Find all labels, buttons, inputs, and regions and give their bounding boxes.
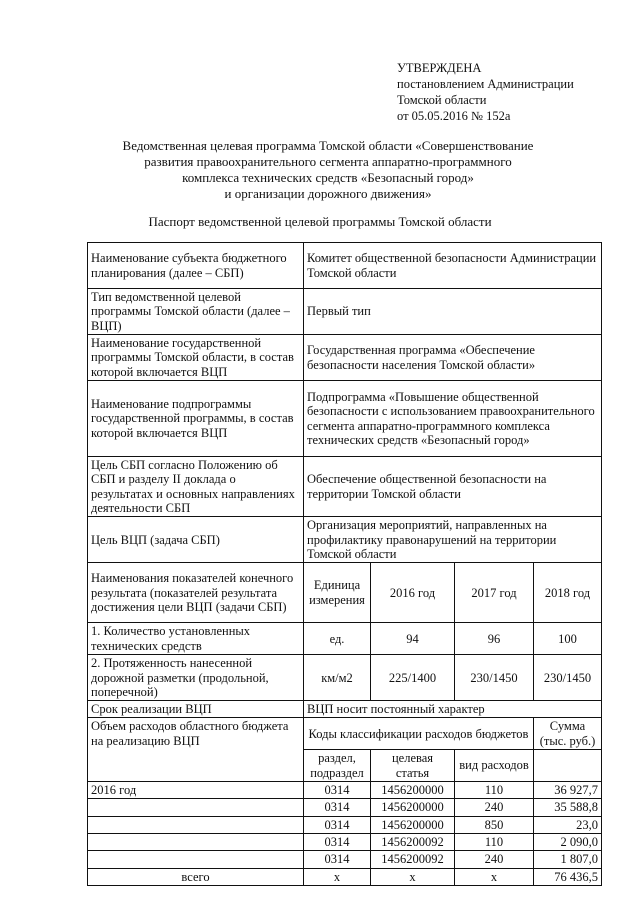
expense-type: 850 [455,816,534,833]
indicator-unit: км/м2 [304,655,371,701]
indicator-name: 2. Протяженность нанесенной дорожной разметки (продольной, поперечной) [88,655,304,701]
col-type-header: вид расходов [455,750,534,782]
expense-section: 0314 [304,799,371,816]
approval-line: от 05.05.2016 № 152а [397,109,511,123]
term-row [88,701,602,718]
indicator-2016: 94 [371,623,455,655]
expense-sum: 2 090,0 [534,833,602,850]
total-label: всего [88,868,304,885]
expense-section: 0314 [304,851,371,868]
indicator-row [88,623,602,655]
total-type: х [455,868,534,885]
expenses-label: Объем расходов областного бюджета на реализацию ВЦП [88,718,304,782]
program-title-line: комплекса технических средств «Безопасный город» [182,170,474,185]
total-sum: 76 436,5 [534,868,602,885]
row-value: Организация мероприятий, направленных на профилактику правонарушений на территории Томской области [304,517,602,563]
row-label: Цель СБП согласно Положению об СБП и разделу II доклада о результатах и основных направлениях деятельности СБП [88,457,304,517]
approval-line: УТВЕРЖДЕНА [397,61,482,75]
passport-title: Паспорт ведомственной целевой программы Томской области [148,214,492,229]
indicator-2016: 225/1400 [371,655,455,701]
expense-section: 0314 [304,816,371,833]
row-label: Тип ведомственной целевой программы Томской области (далее – ВЦП) [88,289,304,335]
row-label: Наименование подпрограммы государственной программы, в состав которой включается ВЦП [88,381,304,457]
expense-sum: 1 807,0 [534,851,602,868]
unit-header: Единица измерения [304,563,371,623]
row-label: Цель ВЦП (задача СБП) [88,517,304,563]
table-row [88,335,602,381]
expense-year-empty [88,851,304,868]
program-title [100,138,556,202]
expense-sum: 23,0 [534,816,602,833]
col-section-header: раздел, подраздел [304,750,371,782]
expense-year: 2016 год [88,782,304,799]
indicator-row [88,655,602,701]
approval-line: Томской области [397,93,487,107]
indicators-header-label: Наименования показателей конечного результата (показателей результата достижения цели ВЦП (задачи СБП) [88,563,304,623]
expense-year-empty [88,799,304,816]
expense-section: 0314 [304,782,371,799]
approval-stamp [397,60,627,124]
term-value: ВЦП носит постоянный характер [304,701,602,718]
expense-type: 110 [455,833,534,850]
expenses-header-row [88,718,602,750]
row-label: Наименование государственной программы Томской области, в состав которой включается ВЦП [88,335,304,381]
program-title-line: Ведомственная целевая программа Томской области «Совершенствование [122,138,534,153]
expense-section: 0314 [304,833,371,850]
total-article: х [371,868,455,885]
indicator-2018: 100 [534,623,602,655]
total-section: х [304,868,371,885]
expense-sum: 35 588,8 [534,799,602,816]
row-value: Государственная программа «Обеспечение безопасности населения Томской области» [304,335,602,381]
row-value: Первый тип [304,289,602,335]
expense-row [88,782,602,799]
indicator-2017: 230/1450 [455,655,534,701]
indicator-2018: 230/1450 [534,655,602,701]
expense-article: 1456200092 [371,833,455,850]
expense-article: 1456200000 [371,816,455,833]
table-row [88,517,602,563]
table-row [88,289,602,335]
passport-table [87,242,602,886]
col-article-header: целевая статья [371,750,455,782]
row-value: Обеспечение общественной безопасности на территории Томской области [304,457,602,517]
expense-row [88,833,602,850]
indicator-2017: 96 [455,623,534,655]
expense-type: 240 [455,799,534,816]
indicator-unit: ед. [304,623,371,655]
expense-row [88,816,602,833]
indicator-name: 1. Количество установленных технических средств [88,623,304,655]
expense-type: 110 [455,782,534,799]
sum-subheader-empty [534,750,602,782]
expense-article: 1456200000 [371,799,455,816]
expense-sum: 36 927,7 [534,782,602,799]
table-row [88,381,602,457]
table-row [88,243,602,289]
codes-header: Коды классификации расходов бюджетов [304,718,534,750]
table-row [88,457,602,517]
expense-row [88,799,602,816]
expense-total-row [88,868,602,885]
expense-year-empty [88,816,304,833]
expense-year-empty [88,833,304,850]
term-label: Срок реализации ВЦП [88,701,304,718]
row-value: Комитет общественной безопасности Администрации Томской области [304,243,602,289]
year-header-2016: 2016 год [371,563,455,623]
program-title-line: развития правоохранительного сегмента аппаратно-программного [144,154,512,169]
year-header-2017: 2017 год [455,563,534,623]
approval-line: постановлением Администрации [397,77,574,91]
program-title-line: и организации дорожного движения» [224,186,432,201]
year-header-2018: 2018 год [534,563,602,623]
expense-article: 1456200092 [371,851,455,868]
row-value: Подпрограмма «Повышение общественной безопасности с использованием правоохранительного сегмента аппаратно-программного комплекса технических средств «Безопасный город» [304,381,602,457]
indicators-header-row [88,563,602,623]
expense-article: 1456200000 [371,782,455,799]
row-label: Наименование субъекта бюджетного планирования (далее – СБП) [88,243,304,289]
expense-row [88,851,602,868]
expense-type: 240 [455,851,534,868]
sum-header: Сумма (тыс. руб.) [534,718,602,750]
